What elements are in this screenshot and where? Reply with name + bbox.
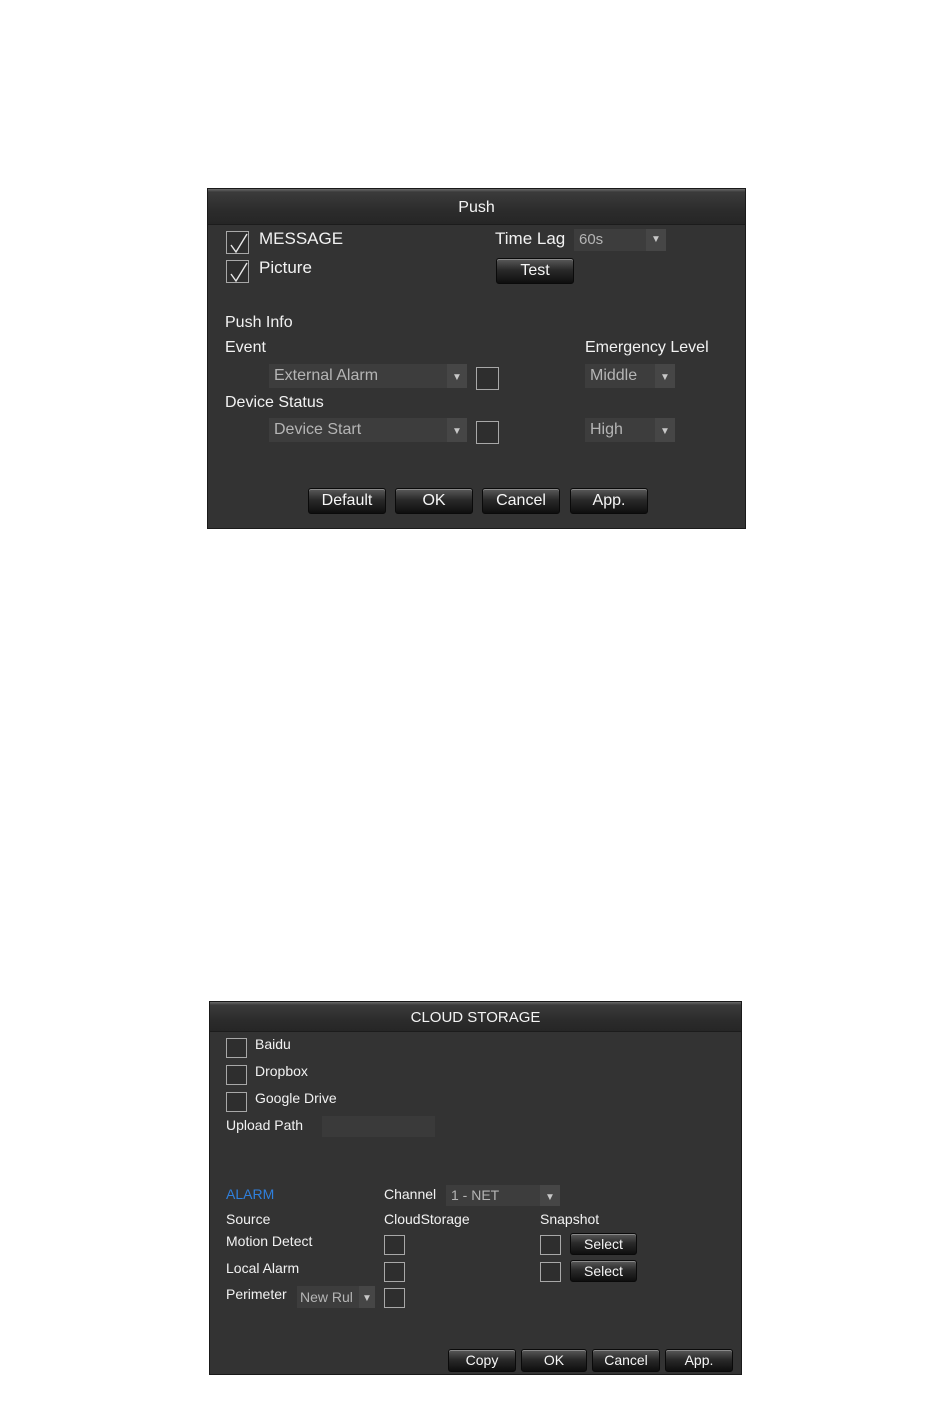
dropdown-arrow-icon: ▼: [655, 364, 675, 388]
apply-button[interactable]: App.: [570, 488, 648, 514]
event-level-dropdown[interactable]: [585, 364, 675, 388]
dropbox-label: Dropbox: [255, 1063, 308, 1079]
event-dropdown[interactable]: [269, 364, 467, 388]
message-label: MESSAGE: [259, 229, 344, 248]
motion-detect-select-button[interactable]: Select: [570, 1233, 637, 1255]
time-lag-value: 60s: [579, 231, 604, 248]
device-status-label: Device Status: [225, 394, 324, 411]
baidu-checkbox[interactable]: [226, 1038, 247, 1058]
baidu-label: Baidu: [255, 1036, 291, 1052]
checkmark-icon: [227, 232, 250, 255]
perimeter-cloud-checkbox[interactable]: [384, 1288, 405, 1308]
push-dialog: [207, 188, 746, 529]
default-button[interactable]: Default: [308, 488, 386, 514]
perimeter-value: New Rul: [300, 1289, 353, 1305]
event-value: External Alarm: [274, 367, 379, 384]
google-drive-checkbox[interactable]: [226, 1092, 247, 1112]
google-drive-label: Google Drive: [255, 1090, 337, 1106]
channel-dropdown[interactable]: [446, 1185, 560, 1206]
device-status-dropdown[interactable]: [269, 418, 467, 442]
event-label: Event: [225, 339, 266, 356]
device-status-level-dropdown[interactable]: [585, 418, 675, 442]
device-status-level-value: High: [590, 421, 623, 438]
upload-path-label: Upload Path: [226, 1117, 304, 1133]
cloud-title-bar: [210, 1002, 741, 1032]
event-checkbox[interactable]: [476, 367, 499, 390]
cancel-button[interactable]: Cancel: [482, 488, 560, 514]
dropdown-arrow-icon: ▼: [655, 418, 675, 442]
local-alarm-label: Local Alarm: [226, 1260, 300, 1276]
picture-checkbox[interactable]: [226, 260, 249, 283]
alarm-label: ALARM: [226, 1186, 275, 1202]
dropdown-arrow-icon: ▼: [447, 418, 467, 442]
dropdown-arrow-icon: ▼: [359, 1286, 375, 1308]
dropdown-arrow-icon: ▼: [447, 364, 467, 388]
source-header: Source: [226, 1211, 271, 1227]
cloud-title: CLOUD STORAGE: [410, 1009, 541, 1026]
event-level-value: Middle: [590, 367, 638, 384]
snapshot-header: Snapshot: [540, 1211, 600, 1227]
motion-detect-label: Motion Detect: [226, 1233, 313, 1249]
cloud-storage-dialog: [209, 1001, 742, 1375]
channel-value: 1 - NET: [451, 1187, 500, 1203]
message-checkbox[interactable]: [226, 231, 249, 254]
motion-detect-snapshot-checkbox[interactable]: [540, 1235, 561, 1255]
time-lag-label: Time Lag: [495, 229, 566, 248]
push-info-label: Push Info: [225, 314, 293, 331]
push-title: Push: [458, 199, 495, 216]
ok-button[interactable]: OK: [521, 1349, 587, 1372]
device-status-value: Device Start: [274, 421, 362, 438]
cancel-button[interactable]: Cancel: [592, 1349, 660, 1372]
dropdown-arrow-icon: ▼: [540, 1185, 560, 1206]
local-alarm-select-button[interactable]: Select: [570, 1260, 637, 1282]
picture-label: Picture: [259, 258, 312, 277]
motion-detect-cloud-checkbox[interactable]: [384, 1235, 405, 1255]
copy-button[interactable]: Copy: [448, 1349, 516, 1372]
dropbox-checkbox[interactable]: [226, 1065, 247, 1085]
channel-label: Channel: [384, 1186, 437, 1202]
checkmark-icon: [227, 261, 250, 284]
upload-path-input[interactable]: [322, 1116, 435, 1137]
apply-button[interactable]: App.: [665, 1349, 733, 1372]
local-alarm-cloud-checkbox[interactable]: [384, 1262, 405, 1282]
perimeter-dropdown[interactable]: [297, 1286, 375, 1308]
push-title-bar: [208, 189, 745, 225]
local-alarm-snapshot-checkbox[interactable]: [540, 1262, 561, 1282]
perimeter-label: Perimeter: [226, 1286, 287, 1302]
time-lag-dropdown[interactable]: [574, 229, 666, 251]
ok-button[interactable]: OK: [395, 488, 473, 514]
test-button[interactable]: Test: [496, 258, 574, 284]
emergency-level-label: Emergency Level: [585, 339, 709, 356]
cloud-storage-header: CloudStorage: [384, 1211, 470, 1227]
dropdown-arrow-icon: ▼: [646, 229, 666, 251]
device-status-checkbox[interactable]: [476, 421, 499, 444]
